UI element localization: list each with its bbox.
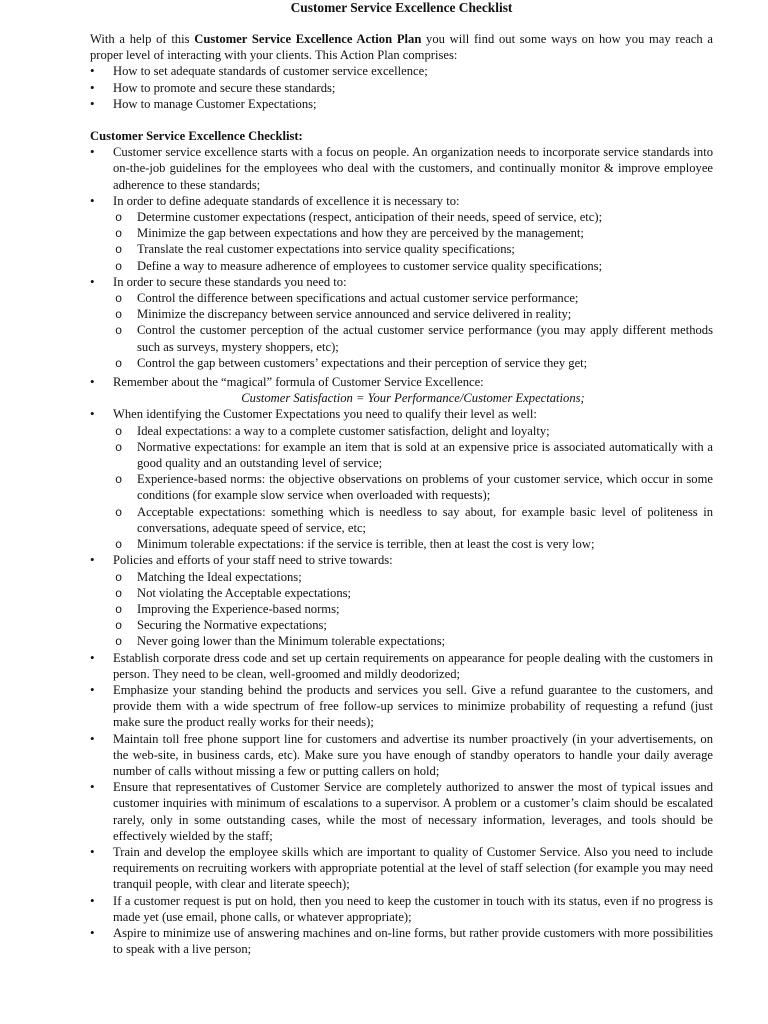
action-plan-name: Customer Service Excellence Action Plan bbox=[194, 32, 422, 46]
circle-bullet-icon bbox=[115, 439, 122, 456]
bullet-icon bbox=[90, 925, 102, 941]
sub-list bbox=[113, 423, 713, 553]
bullet-icon bbox=[90, 63, 102, 79]
intro-list-item: • How to promote and secure these standards; bbox=[90, 80, 713, 96]
sub-list-item: o Define a way to measure adherence of employees to customer service quality specifications; bbox=[113, 258, 713, 274]
bullet-icon bbox=[90, 274, 102, 290]
checklist-item: • Emphasize your standing behind the products and services you sell. Give a refund guarantee to the customers, and provide them with a wide spectrum of free follow-up services to minimize probability of requesting a refund (just make sure the product really works for their needs); bbox=[90, 682, 713, 731]
checklist-heading: Customer Service Excellence Checklist: bbox=[90, 129, 303, 144]
bullet-icon bbox=[90, 80, 102, 96]
bullet-icon bbox=[90, 406, 102, 422]
bullet-icon bbox=[90, 193, 102, 209]
checklist-item: • Aspire to minimize use of answering machines and on-line forms, but rather provide customers with more possibilities to speak with a live person; bbox=[90, 925, 713, 957]
sub-list-item: o Determine customer expectations (respect, anticipation of their needs, speed of service, etc); bbox=[113, 209, 713, 225]
intro-tail-text: you will find out some ways on how you may reach a proper level of interacting with your clients. This Action Plan comprises: bbox=[90, 32, 713, 63]
intro-list bbox=[90, 63, 713, 112]
sub-list-item: o Control the customer perception of the actual customer service performance (you may apply different methods such as surveys, mystery shoppers, etc); bbox=[113, 322, 713, 354]
satisfaction-formula: Customer Satisfaction = Your Performance/Customer Expectations; bbox=[241, 391, 585, 406]
circle-bullet-icon bbox=[115, 471, 122, 488]
bullet-icon bbox=[90, 844, 102, 860]
circle-bullet-icon bbox=[115, 225, 122, 242]
sub-list-item: o Minimum tolerable expectations: if the service is terrible, then at least the cost is very low; bbox=[113, 536, 713, 552]
intro-paragraph bbox=[90, 31, 713, 63]
circle-bullet-icon bbox=[115, 423, 122, 440]
intro-list-item: • How to set adequate standards of customer service excellence; bbox=[90, 63, 713, 79]
sub-list-item: o Ideal expectations: a way to a complete customer satisfaction, delight and loyalty; bbox=[113, 423, 713, 439]
checklist bbox=[90, 144, 713, 957]
bullet-icon bbox=[90, 650, 102, 666]
circle-bullet-icon bbox=[115, 355, 122, 372]
bullet-icon bbox=[90, 779, 102, 795]
circle-bullet-icon bbox=[115, 504, 122, 521]
checklist-item: • Train and develop the employee skills which are important to quality of Customer Service. Also you need to include requirements on recruiting workers with appropriate potential at the level of staff selection (for example you may need tranquil people, with clear and literate speech); bbox=[90, 844, 713, 893]
sub-list bbox=[113, 290, 713, 371]
checklist-item: • Ensure that representatives of Customer Service are completely authorized to answer the most of typical issues and customer inquiries with minimum of escalations to a supervisor. A problem or a customer’s claim should be escalated rarely, only in some outstanding cases, while the most of necessary information, leverages, and tools should be effectively wielded by the staff; bbox=[90, 779, 713, 844]
sub-list bbox=[113, 569, 713, 650]
circle-bullet-icon bbox=[115, 536, 122, 553]
bullet-icon bbox=[90, 893, 102, 909]
checklist-item: • In order to define adequate standards of excellence it is necessary to: o Determine customer expectations (respect, anticipation of their needs, speed of service, etc); o Minimize the gap between expectations and how they are perceived by the management; o Translate the real customer expectations into service quality specifications; o Define a way to measure adherence of employees to customer service quality specifications; bbox=[90, 193, 713, 274]
sub-list-item: o Never going lower than the Minimum tolerable expectations; bbox=[113, 633, 713, 649]
checklist-item: • In order to secure these standards you need to: o Control the difference between specifications and actual customer service performance; o Minimize the discrepancy between service announced and service delivered in reality; o Control the customer perception of the actual customer service performance (you may apply different methods such as surveys, mystery shoppers, etc); o Control the gap between customers’ expectations and their perception of service they get; bbox=[90, 274, 713, 371]
bullet-icon bbox=[90, 144, 102, 160]
sub-list-item: o Improving the Experience-based norms; bbox=[113, 601, 713, 617]
sub-list bbox=[113, 209, 713, 274]
sub-list-item: o Minimize the gap between expectations and how they are perceived by the management; bbox=[113, 225, 713, 241]
circle-bullet-icon bbox=[115, 585, 122, 602]
checklist-item: • Customer service excellence starts with a focus on people. An organization needs to incorporate service standards into on-the-job guidelines for the employees who deal with the customers, and continually monitor & improve employee adherence to these standards; bbox=[90, 144, 713, 193]
sub-list-item: o Matching the Ideal expectations; bbox=[113, 569, 713, 585]
checklist-item: • When identifying the Customer Expectations you need to qualify their level as well: o Ideal expectations: a way to a complete customer satisfaction, delight and loyalty; o Normative expectations: for example an item that is sold at an expensive price is associated automatically with a good quality and an outstanding level of service; o Experience-based norms: the objective observations on problems of your customer service, which occur in some conditions (for example slow service when overloaded with requests); o Acceptable expectations: something which is needless to say about, for example basic level of politeness in conversations, adequate speed of service, etc; o Minimum tolerable expectations: if the service is terrible, then at least the cost is very low; bbox=[90, 406, 713, 552]
intro-list-item: • How to manage Customer Expectations; bbox=[90, 96, 713, 112]
checklist-item: • Policies and efforts of your staff need to strive towards: o Matching the Ideal expectations; o Not violating the Acceptable expectations; o Improving the Experience-based norms; o Securing the Normative expectations; o Never going lower than the Minimum tolerable expectations; bbox=[90, 552, 713, 649]
sub-list-item: o Not violating the Acceptable expectations; bbox=[113, 585, 713, 601]
circle-bullet-icon bbox=[115, 569, 122, 586]
circle-bullet-icon bbox=[115, 241, 122, 258]
checklist-item: • Maintain toll free phone support line for customers and advertise its number proactively (in your advertisements, on the web-site, in business cards, etc). Make sure you have enough of standby operators to handle your daily average number of calls without missing a few or putting callers on hold; bbox=[90, 731, 713, 780]
document-title: Customer Service Excellence Checklist bbox=[290, 0, 513, 15]
circle-bullet-icon bbox=[115, 306, 122, 323]
sub-list-item: o Securing the Normative expectations; bbox=[113, 617, 713, 633]
circle-bullet-icon bbox=[115, 258, 122, 275]
checklist-item: • Establish corporate dress code and set up certain requirements on appearance for people dealing with the customers in person. They need to be clean, well-groomed and mildly deodorized; bbox=[90, 650, 713, 682]
sub-list-item: o Acceptable expectations: something which is needless to say about, for example basic level of politeness in conversations, adequate speed of service, etc; bbox=[113, 504, 713, 536]
circle-bullet-icon bbox=[115, 617, 122, 634]
bullet-icon bbox=[90, 374, 102, 390]
circle-bullet-icon bbox=[115, 290, 122, 307]
bullet-icon bbox=[90, 552, 102, 568]
checklist-item: • Remember about the “magical” formula of Customer Service Excellence: Customer Satisfaction = Your Performance/Customer Expectations; bbox=[90, 374, 713, 406]
bullet-icon bbox=[90, 682, 102, 698]
circle-bullet-icon bbox=[115, 209, 122, 226]
bullet-icon bbox=[90, 731, 102, 747]
circle-bullet-icon bbox=[115, 601, 122, 618]
sub-list-item: o Control the difference between specifications and actual customer service performance; bbox=[113, 290, 713, 306]
sub-list-item: o Control the gap between customers’ expectations and their perception of service they get; bbox=[113, 355, 713, 371]
intro-lead-text: With a help of this bbox=[90, 32, 195, 46]
checklist-item: • If a customer request is put on hold, then you need to keep the customer in touch with its status, even if no progress is made yet (use email, phone calls, or whatever appropriate); bbox=[90, 893, 713, 925]
sub-list-item: o Minimize the discrepancy between service announced and service delivered in reality; bbox=[113, 306, 713, 322]
bullet-icon bbox=[90, 96, 102, 112]
sub-list-item: o Experience-based norms: the objective observations on problems of your customer service, which occur in some conditions (for example slow service when overloaded with requests); bbox=[113, 471, 713, 503]
sub-list-item: o Normative expectations: for example an item that is sold at an expensive price is associated automatically with a good quality and an outstanding level of service; bbox=[113, 439, 713, 471]
circle-bullet-icon bbox=[115, 633, 122, 650]
circle-bullet-icon bbox=[115, 322, 122, 339]
sub-list-item: o Translate the real customer expectations into service quality specifications; bbox=[113, 241, 713, 257]
